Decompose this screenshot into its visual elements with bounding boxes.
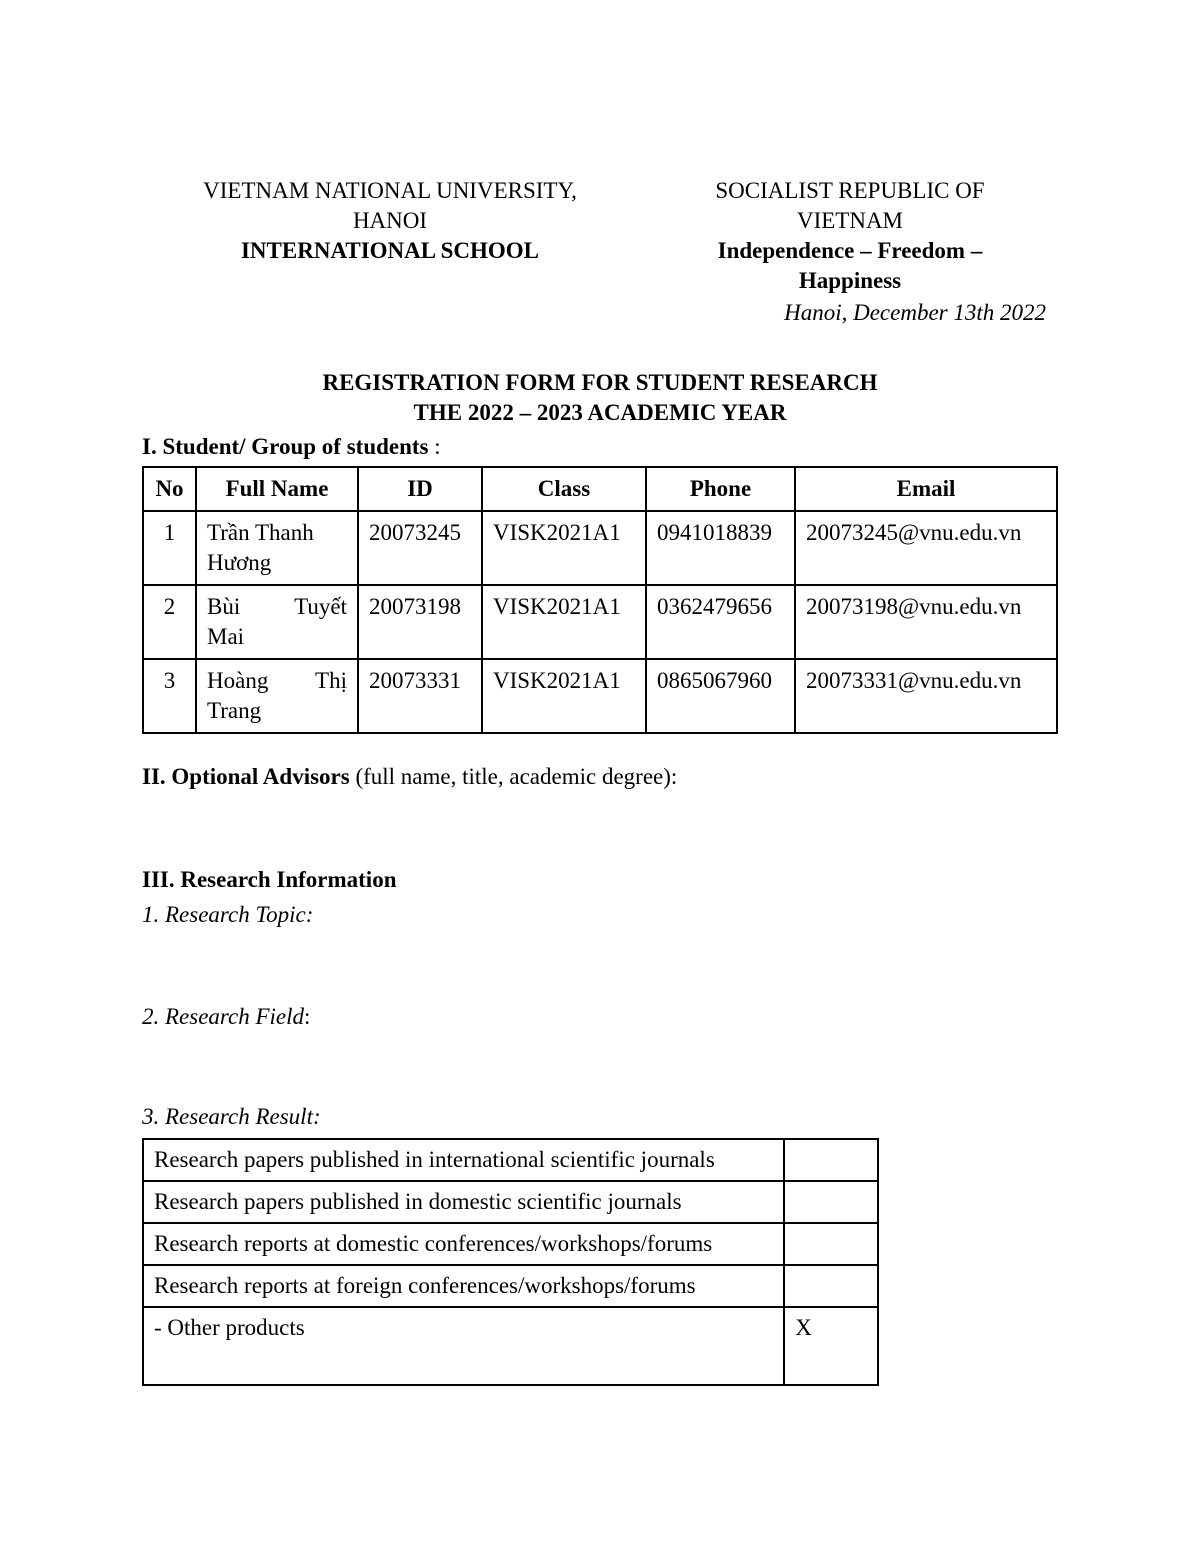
result-mark-cell[interactable] (784, 1181, 878, 1223)
form-title (0, 368, 1200, 428)
university-city: HANOI (352, 208, 428, 233)
student-name (196, 659, 358, 733)
research-field-colon: : (304, 1004, 311, 1029)
country-name-2: VIETNAM (796, 208, 904, 233)
research-result-label: 3. Research Result: (142, 1104, 321, 1129)
students-table-header (143, 467, 1057, 511)
research-results-table (142, 1138, 879, 1386)
header-full-name: Full Name (196, 467, 358, 511)
result-type: Research papers published in international scientific journals (143, 1139, 784, 1181)
student-phone: 0865067960 (646, 659, 795, 733)
header-class: Class (482, 467, 646, 511)
section-advisors-rest: (full name, title, academic degree): (349, 764, 678, 789)
document-date: Hanoi, December 13th 2022 (784, 300, 1046, 325)
student-name-line2: Mai (207, 624, 245, 649)
header-right (690, 176, 1010, 296)
student-class: VISK2021A1 (482, 585, 646, 659)
table-row (143, 511, 1057, 585)
result-type: - Other products (143, 1307, 784, 1385)
section-students-label: I. Student/ Group of students (142, 434, 429, 459)
header-email: Email (795, 467, 1057, 511)
country-name-1: SOCIALIST REPUBLIC OF (715, 178, 985, 203)
student-name-line1: Trần Thanh (207, 520, 314, 545)
table-row (143, 1139, 878, 1181)
section-advisors-heading (142, 764, 677, 790)
table-row (143, 1181, 878, 1223)
result-mark-cell[interactable] (784, 1139, 878, 1181)
form-title-line1: REGISTRATION FORM FOR STUDENT RESEARCH (322, 370, 878, 395)
table-row (143, 1265, 878, 1307)
student-no: 1 (143, 511, 196, 585)
result-type: Research reports at domestic conferences/workshops/forums (143, 1223, 784, 1265)
student-email[interactable]: 20073245@vnu.edu.vn (795, 511, 1057, 585)
section-students-heading (142, 434, 441, 460)
student-name-line1: Hoàng Thị (207, 668, 347, 693)
student-phone: 0362479656 (646, 585, 795, 659)
student-id: 20073198 (358, 585, 482, 659)
student-name (196, 585, 358, 659)
result-type: Research reports at foreign conferences/workshops/forums (143, 1265, 784, 1307)
table-row (143, 1307, 878, 1385)
result-mark-cell[interactable]: X (784, 1307, 878, 1385)
student-id: 20073331 (358, 659, 482, 733)
student-phone: 0941018839 (646, 511, 795, 585)
motto-2: Happiness (798, 268, 902, 293)
header-no: No (143, 467, 196, 511)
student-email[interactable]: 20073198@vnu.edu.vn (795, 585, 1057, 659)
school-name: INTERNATIONAL SCHOOL (240, 238, 539, 263)
result-type: Research papers published in domestic scientific journals (143, 1181, 784, 1223)
result-mark-cell[interactable] (784, 1265, 878, 1307)
table-row (143, 585, 1057, 659)
student-class: VISK2021A1 (482, 659, 646, 733)
table-row (143, 659, 1057, 733)
university-name: VIETNAM NATIONAL UNIVERSITY, (203, 178, 577, 203)
form-title-line2: THE 2022 – 2023 ACADEMIC YEAR (413, 400, 787, 425)
student-name-line2: Trang (207, 698, 262, 723)
header-id: ID (358, 467, 482, 511)
header-left (170, 176, 610, 266)
section-research-heading: III. Research Information (142, 867, 397, 892)
student-id: 20073245 (358, 511, 482, 585)
student-no: 3 (143, 659, 196, 733)
table-row (143, 1223, 878, 1265)
research-field-text: 2. Research Field (142, 1004, 305, 1029)
students-table (142, 466, 1058, 734)
student-class: VISK2021A1 (482, 511, 646, 585)
student-name-line1: Bùi Tuyết (207, 594, 347, 619)
header-phone: Phone (646, 467, 795, 511)
result-mark-cell[interactable] (784, 1223, 878, 1265)
student-email[interactable]: 20073331@vnu.edu.vn (795, 659, 1057, 733)
student-name (196, 511, 358, 585)
student-name-line2: Hương (207, 550, 272, 575)
student-no: 2 (143, 585, 196, 659)
section-advisors-label: II. Optional Advisors (142, 764, 350, 789)
section-students-suffix: : (428, 434, 441, 459)
research-topic-label: 1. Research Topic: (142, 902, 314, 927)
research-field-label (142, 1004, 310, 1030)
motto-1: Independence – Freedom – (717, 238, 983, 263)
